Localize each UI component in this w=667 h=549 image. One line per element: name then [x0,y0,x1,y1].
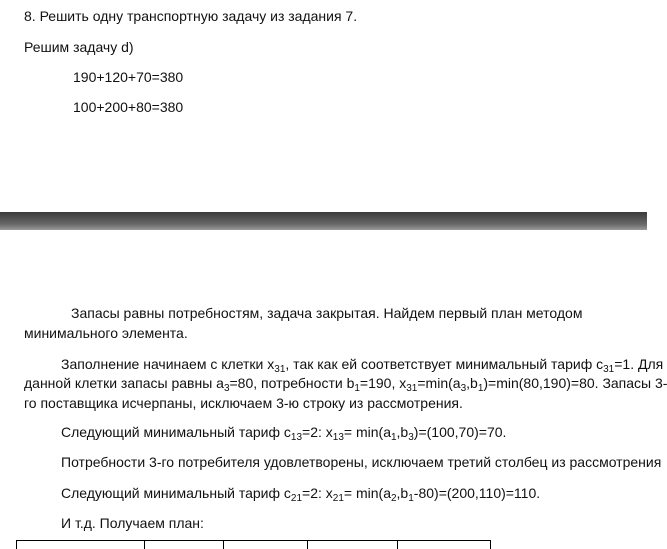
paragraph-fill-start-2: данной клетки запасы равны $a_3=80$, потребности $b_1=190$, $x_{31}=\min(a_3,b_1)=\min(80,190)=80$. Запасы 3- [24,375,667,394]
table-border [397,541,398,549]
paragraph-fill-start-1: Заполнение начинаем с клетки $x_{31}$, так как ей соответствует минимальный тариф $c_{31}=1$. Для [61,356,664,375]
plan-intro: И т.д. Получаем план: [61,515,204,531]
task-heading: 8. Решить одну транспортную задачу из задания 7. [24,8,358,24]
paragraph-closed-task-1: Запасы равны потребностям, задача закрытая. Найдем первый план методом [71,305,583,321]
table-border [144,541,145,549]
solve-line: Решим задачу d) [24,39,134,55]
plan-table [16,540,491,549]
paragraph-fill-start-3: го поставщика исчерпаны, исключаем 3-ю строку из рассмотрения. [24,395,463,411]
table-border [223,541,224,549]
sum-demands: 100+200+80=380 [73,99,184,115]
page-separator [0,212,647,230]
next-tariff-c13: Следующий минимальный тариф $c_{13}=2$: $x_{13}= \min(a_1,b_3)=(100,70)=70$. [61,424,507,443]
table-border [16,541,17,549]
table-border [490,541,491,549]
sum-supplies: 190+120+70=380 [73,69,184,85]
demands-satisfied: Потребности 3-го потребителя удовлетворены, исключаем третий столбец из рассмотрения [61,454,662,470]
paragraph-closed-task-2: минимального элемента. [24,325,188,341]
table-border [307,541,308,549]
next-tariff-c21: Следующий минимальный тариф $c_{21}=2$: $x_{21}= \min(a_2,b_1-80)=(200,110)=110$. [61,485,541,504]
